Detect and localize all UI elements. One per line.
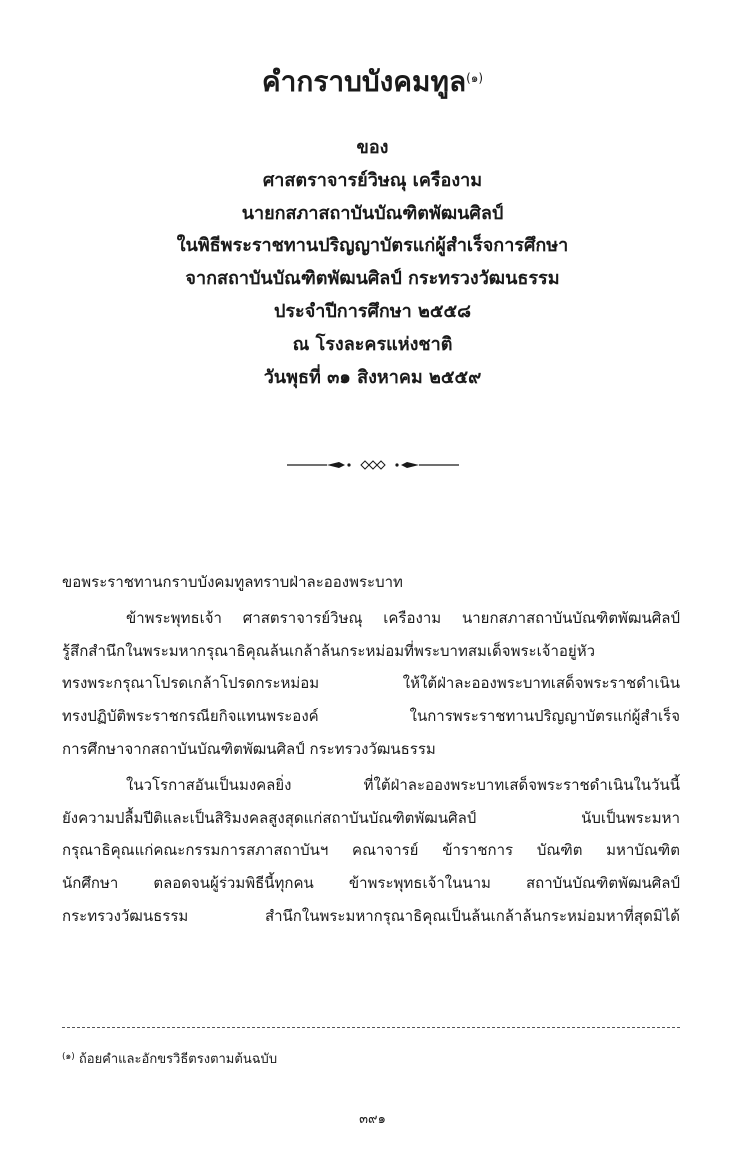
salutation: ขอพระราชทานกราบบังคมทูลทราบฝ่าละอองพระบาท (62, 573, 403, 591)
paragraph-1-line: รู้สึกสำนึกในพระมหากรุณาธิคุณล้นเกล้าล้นกระหม่อมที่พระบาทสมเด็จพระเจ้าอยู่หัว (62, 641, 596, 660)
heading-line-position: นายกสภาสถาบันบัณฑิตพัฒนศิลป์ (241, 202, 504, 224)
paragraph-2-line: ในวโรกาสอันเป็นมงคลยิ่ง ที่ใต้ฝ่าละอองพระบาทเสด็จพระราชดำเนินในวันนี้ (126, 775, 680, 794)
heading-line-venue: ณ โรงละครแห่งชาติ (292, 333, 453, 355)
paragraph-1-line: ทรงปฏิบัติพระราชกรณียกิจแทนพระองค์ ในการพระราชทานปริญญาบัตรแก่ผู้สำเร็จ (62, 707, 680, 726)
title-footnote-marker: (๑) (466, 71, 484, 85)
heading-line-date: วันพุธที่ ๓๑ สิงหาคม ๒๕๕๙ (263, 366, 482, 388)
paragraph-2-line: นักศึกษา ตลอดจนผู้ร่วมพิธีนี้ทุกคน ข้าพระพุทธเจ้าในนาม สถาบันบัณฑิตพัฒนศิลป์ (62, 874, 680, 893)
paragraph-2-line: กระทรวงวัฒนธรรม สำนึกในพระมหากรุณาธิคุณเป็นล้นเกล้าล้นกระหม่อมหาที่สุดมิได้ (62, 906, 680, 925)
heading-block (0, 132, 745, 394)
heading-line-academic-year: ประจำปีการศึกษา ๒๕๕๘ (273, 300, 472, 322)
paragraph-2-line: ยังความปลื้มปีติและเป็นสิริมงคลสูงสุดแก่สถาบันบัณฑิตพัฒนศิลป์ นับเป็นพระมหา (62, 808, 680, 827)
footnote (62, 1050, 680, 1070)
paragraph-1-line: การศึกษาจากสถาบันบัณฑิตพัฒนศิลป์ กระทรวงวัฒนธรรม (62, 739, 436, 758)
speech-body (62, 566, 680, 933)
footnote-divider (62, 1027, 680, 1028)
paragraph-2-line: กรุณาธิคุณแก่คณะกรรมการสภาสถาบันฯ คณาจารย์ ข้าราชการ บัณฑิต มหาบัณฑิต (62, 841, 680, 860)
heading-line-of: ของ (356, 137, 389, 158)
decorative-divider-icon (287, 458, 459, 472)
paragraph-1-line: ทรงพระกรุณาโปรดเกล้าโปรดกระหม่อม ให้ใต้ฝ่าละอองพระบาทเสด็จพระราชดำเนิน (62, 674, 680, 693)
footnote-text: ถ้อยคำและอักขรวิธีตรงตามต้นฉบับ (78, 1052, 278, 1067)
footnote-marker: (๑) (62, 1052, 75, 1062)
heading-line-institution: จากสถาบันบัณฑิตพัฒนศิลป์ กระทรวงวัฒนธรรม (185, 268, 560, 290)
heading-line-ceremony: ในพิธีพระราชทานปริญญาบัตรแก่ผู้สำเร็จการศึกษา (176, 235, 569, 257)
heading-line-speaker: ศาสตราจารย์วิษณุ เครืองาม (262, 169, 483, 191)
page-number: ๓๙๑ (359, 1112, 386, 1127)
title-text: คำกราบบังคมทูล (261, 65, 467, 98)
page-title (0, 62, 745, 102)
paragraph-1-line: ข้าพระพุทธเจ้า ศาสตราจารย์วิษณุ เครืองาม นายกสภาสถาบันบัณฑิตพัฒนศิลป์ (126, 608, 680, 627)
